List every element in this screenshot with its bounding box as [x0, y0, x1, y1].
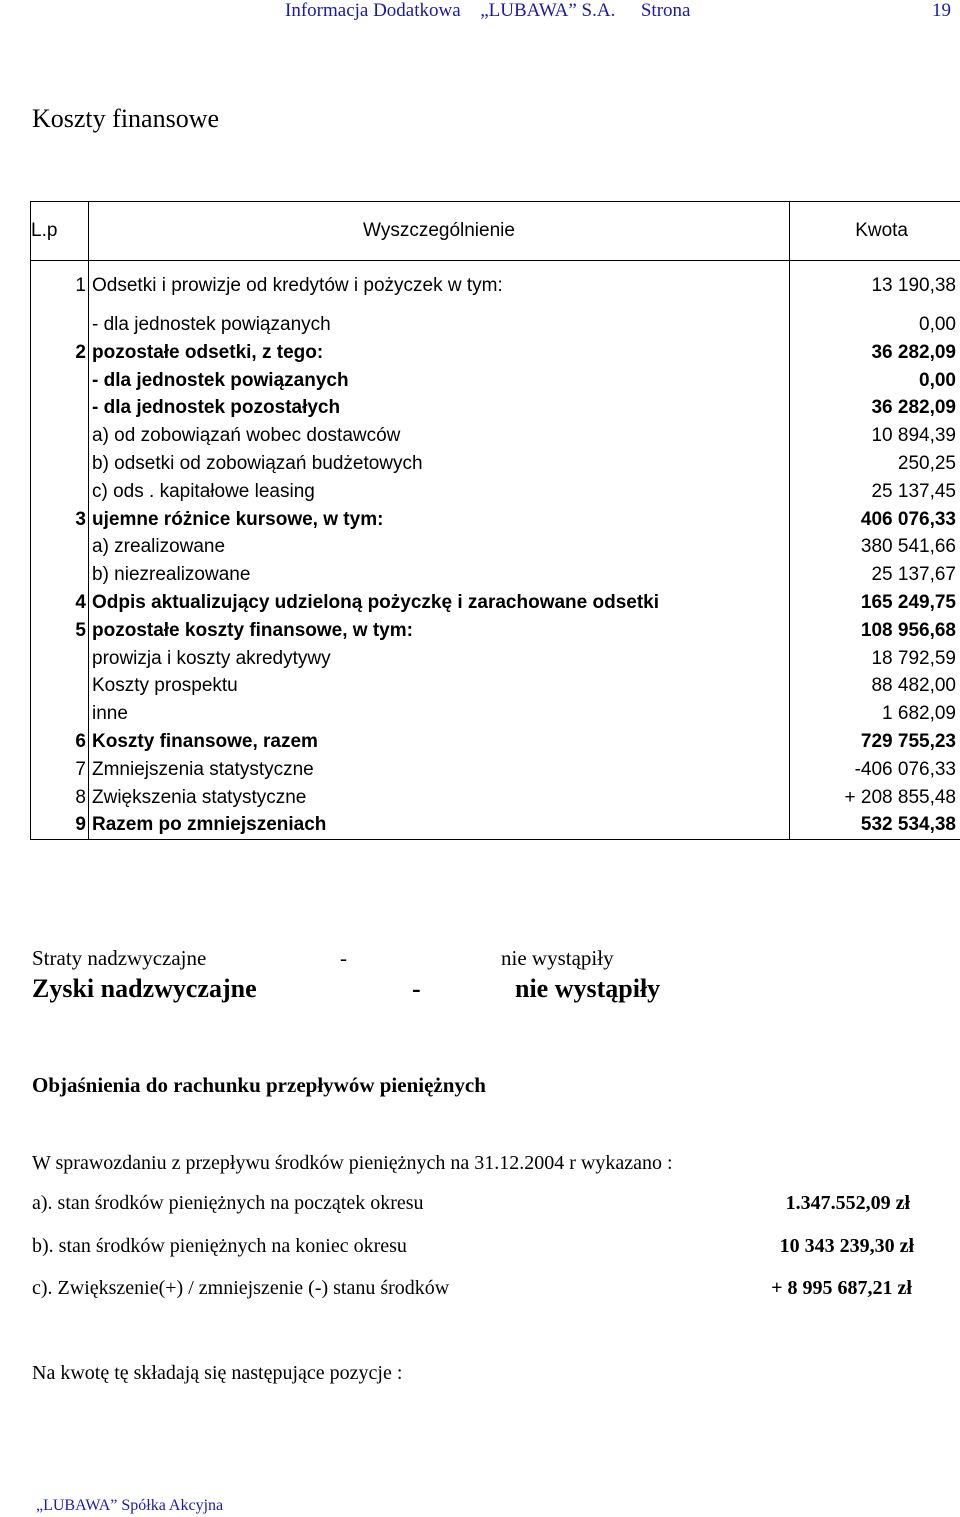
row-description: a) zrealizowane — [89, 533, 790, 561]
row-description: - dla jednostek powiązanych — [89, 367, 790, 395]
straty-label: Straty nadzwyczajne — [32, 946, 207, 970]
row-description: Razem po zmniejszeniach — [89, 811, 790, 839]
row-amount: 36 282,09 — [790, 339, 960, 367]
row-description: c) ods . kapitałowe leasing — [89, 478, 790, 506]
row-number: 3 — [31, 506, 89, 534]
row-description: b) odsetki od zobowiązań budżetowych — [89, 450, 790, 478]
row-amount: 25 137,45 — [790, 478, 960, 506]
row-number: 5 — [31, 617, 89, 645]
section-title: Koszty finansowe — [32, 104, 220, 133]
row-number — [31, 367, 89, 395]
cashflow-item-c-value: + 8 995 687,21 zł — [771, 1277, 912, 1299]
cashflow-intro: W sprawozdaniu z przepływu środków pieniężnych na 31.12.2004 r wykazano : — [32, 1152, 673, 1174]
row-amount: 36 282,09 — [790, 394, 960, 422]
table-row — [31, 700, 960, 728]
row-description: b) niezrealizowane — [89, 561, 790, 589]
table-row — [31, 617, 960, 645]
row-number — [31, 478, 89, 506]
row-number: 1 — [31, 261, 89, 312]
row-amount: 13 190,38 — [790, 261, 960, 312]
table-row — [31, 422, 960, 450]
straty-dash: - — [340, 946, 347, 970]
header-company: „LUBAWA” S.A. — [480, 0, 616, 21]
row-amount: 108 956,68 — [790, 617, 960, 645]
row-amount: 1 682,09 — [790, 700, 960, 728]
row-number — [31, 533, 89, 561]
positions-intro: Na kwotę tę składają się następujące pozycje : — [32, 1362, 403, 1384]
row-amount: 0,00 — [790, 367, 960, 395]
row-amount: 532 534,38 — [790, 811, 960, 839]
row-description: Koszty prospektu — [89, 672, 790, 700]
header-amount: Kwota — [790, 202, 960, 261]
header-doc-title: Informacja Dodatkowa — [285, 0, 461, 21]
row-description: ujemne różnice kursowe, w tym: — [89, 506, 790, 534]
row-number — [31, 311, 89, 339]
table-row — [31, 506, 960, 534]
row-description: Zmniejszenia statystyczne — [89, 756, 790, 784]
row-amount: 165 249,75 — [790, 589, 960, 617]
row-description: pozostałe odsetki, z tego: — [89, 339, 790, 367]
table-row — [31, 261, 960, 312]
table-row — [31, 589, 960, 617]
table-row — [31, 450, 960, 478]
row-number — [31, 700, 89, 728]
table-row — [31, 728, 960, 756]
straty-value: nie wystąpiły — [501, 946, 614, 970]
zyski-value: nie wystąpiły — [515, 974, 661, 1003]
header-page-number: 19 — [931, 0, 951, 21]
row-description: a) od zobowiązań wobec dostawców — [89, 422, 790, 450]
cashflow-item-b-value: 10 343 239,30 zł — [779, 1235, 914, 1257]
row-number: 6 — [31, 728, 89, 756]
row-number: 4 — [31, 589, 89, 617]
row-description: pozostałe koszty finansowe, w tym: — [89, 617, 790, 645]
row-number — [31, 394, 89, 422]
row-description: Odsetki i prowizje od kredytów i pożyczek w tym: — [89, 261, 790, 312]
cashflow-item-a-label: a). stan środków pieniężnych na początek okresu — [32, 1192, 424, 1214]
row-number — [31, 672, 89, 700]
page-header — [285, 0, 951, 22]
table-row — [31, 367, 960, 395]
table-row — [31, 645, 960, 673]
row-description: Zwiększenia statystyczne — [89, 784, 790, 812]
row-amount: 0,00 — [790, 311, 960, 339]
row-number: 8 — [31, 784, 89, 812]
row-amount: 25 137,67 — [790, 561, 960, 589]
cashflow-item-a-value: 1.347.552,09 zł — [785, 1192, 910, 1214]
row-description: Koszty finansowe, razem — [89, 728, 790, 756]
finance-costs-table — [30, 201, 960, 840]
header-lp: L.p — [31, 202, 89, 261]
cashflow-item-b-label: b). stan środków pieniężnych na koniec okresu — [32, 1235, 407, 1257]
row-amount: 406 076,33 — [790, 506, 960, 534]
row-amount: -406 076,33 — [790, 756, 960, 784]
page-footer: „LUBAWA” Spółka Akcyjna — [36, 1497, 224, 1514]
row-description: - dla jednostek powiązanych — [89, 311, 790, 339]
table-row — [31, 561, 960, 589]
row-description: inne — [89, 700, 790, 728]
row-amount: 18 792,59 — [790, 645, 960, 673]
table-row — [31, 784, 960, 812]
table-row — [31, 811, 960, 839]
table-row — [31, 478, 960, 506]
table-row — [31, 756, 960, 784]
row-amount: 729 755,23 — [790, 728, 960, 756]
row-number — [31, 561, 89, 589]
zyski-dash: - — [412, 974, 421, 1003]
row-amount: 380 541,66 — [790, 533, 960, 561]
cashflow-item-c-label: c). Zwiększenie(+) / zmniejszenie (-) stanu środków — [32, 1277, 450, 1299]
row-description: - dla jednostek pozostałych — [89, 394, 790, 422]
row-amount: 88 482,00 — [790, 672, 960, 700]
row-number — [31, 645, 89, 673]
table-row — [31, 672, 960, 700]
row-amount: 10 894,39 — [790, 422, 960, 450]
row-amount: 250,25 — [790, 450, 960, 478]
table-row — [31, 311, 960, 339]
row-description: prowizja i koszty akredytywy — [89, 645, 790, 673]
row-number: 2 — [31, 339, 89, 367]
row-description: Odpis aktualizujący udzieloną pożyczkę i zarachowane odsetki — [89, 589, 790, 617]
header-description: Wyszczególnienie — [89, 202, 790, 261]
row-number: 9 — [31, 811, 89, 839]
header-page-label: Strona — [640, 0, 691, 21]
row-number — [31, 422, 89, 450]
table-header-row — [31, 202, 960, 261]
row-amount: + 208 855,48 — [790, 784, 960, 812]
zyski-label: Zyski nadzwyczajne — [32, 974, 257, 1003]
table-row — [31, 533, 960, 561]
table-row — [31, 394, 960, 422]
table-row — [31, 339, 960, 367]
row-number — [31, 450, 89, 478]
cashflow-heading: Objaśnienia do rachunku przepływów pieniężnych — [32, 1073, 486, 1097]
row-number: 7 — [31, 756, 89, 784]
